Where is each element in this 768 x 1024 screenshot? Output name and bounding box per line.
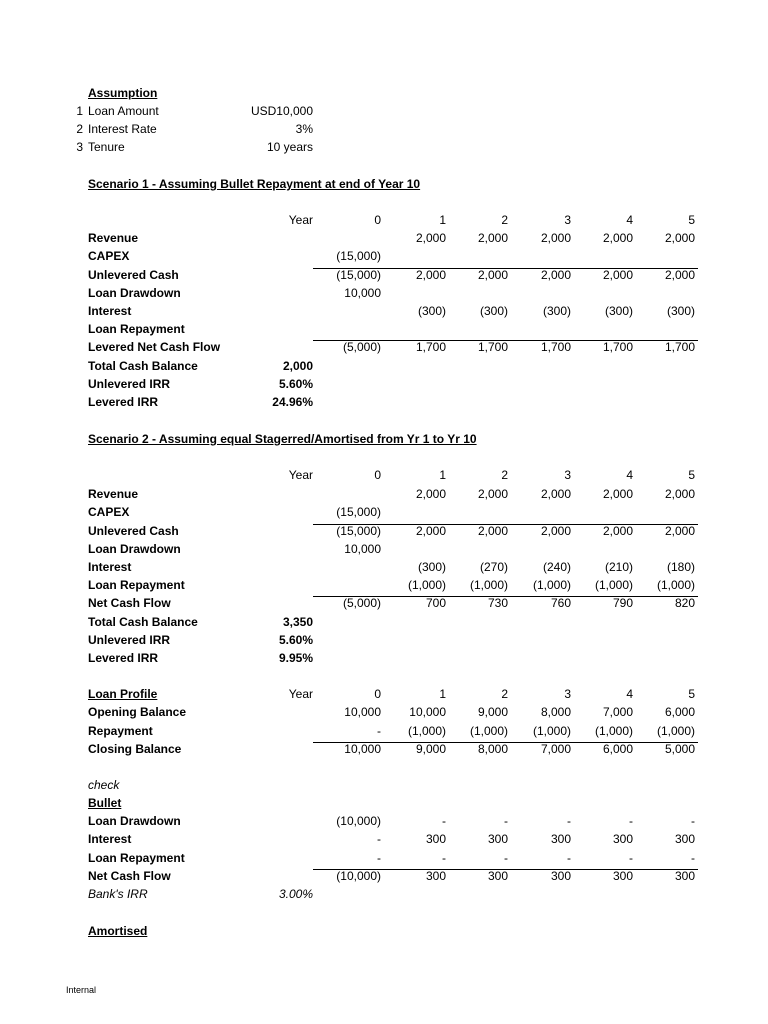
row-value: (1,000)	[594, 723, 633, 738]
summary-label: Total Cash Balance	[88, 358, 198, 373]
row-value: (10,000)	[336, 814, 381, 828]
scenario1-title: Scenario 1 - Assuming Bullet Repayment at end of Year 10	[88, 177, 421, 191]
row-value: (1,000)	[532, 578, 571, 593]
year-5-header: 5	[688, 213, 695, 227]
row-label: Interest	[88, 560, 132, 574]
row-value: 700	[425, 596, 446, 611]
item-label: Loan Amount	[88, 104, 159, 118]
summary-value: 5.60%	[278, 376, 313, 391]
row-value: -	[691, 814, 695, 828]
year-4-header: 4	[626, 468, 633, 482]
year-3-header: 3	[564, 468, 571, 482]
row-value: (300)	[666, 304, 695, 318]
row-value: 300	[612, 868, 633, 883]
table-row	[0, 229, 768, 247]
summary-value: 24.96%	[272, 395, 313, 409]
row-value: 760	[550, 596, 571, 611]
row-value: 730	[487, 596, 508, 611]
row-value: (1,000)	[594, 578, 633, 593]
item-number: 1	[76, 104, 83, 118]
row-label: Interest	[88, 304, 132, 318]
row-value: 2,000	[477, 231, 508, 246]
row-value: 2,000	[540, 523, 571, 538]
summary-value: 2,000	[282, 358, 313, 373]
bank-irr-row	[0, 885, 768, 903]
year-header-row	[0, 211, 768, 229]
row-value: (300)	[479, 304, 508, 318]
assumption-row	[0, 102, 768, 120]
row-value: 2,000	[415, 267, 446, 282]
row-value: 6,000	[602, 741, 633, 756]
row-value: -	[567, 850, 571, 865]
year-label: Year	[288, 687, 313, 701]
row-value: -	[442, 814, 446, 828]
row-value: (1,000)	[407, 578, 446, 593]
row-value: 10,000	[344, 705, 381, 720]
row-value: 1,700	[602, 340, 633, 355]
table-row	[0, 703, 768, 721]
footer-label: Internal	[66, 985, 97, 995]
year-0-header: 0	[374, 687, 381, 701]
total-rule	[313, 596, 698, 597]
year-0-header: 0	[374, 213, 381, 227]
table-row	[0, 284, 768, 302]
row-label: Repayment	[88, 723, 153, 738]
row-value: -	[504, 814, 508, 828]
row-value: 300	[550, 832, 571, 847]
total-rule	[313, 340, 698, 341]
row-value: 9,000	[477, 705, 508, 720]
row-value: (1,000)	[656, 578, 695, 593]
total-rule	[313, 869, 698, 870]
year-header-row	[0, 466, 768, 484]
amortised-title: Amortised	[88, 924, 148, 938]
row-value: 300	[550, 868, 571, 883]
year-1-header: 1	[439, 468, 446, 482]
row-value: (15,000)	[336, 505, 381, 520]
year-2-header: 2	[501, 213, 508, 227]
summary-value: 9.95%	[278, 651, 313, 665]
row-value: 2,000	[602, 231, 633, 246]
row-value: -	[377, 832, 381, 847]
row-label: Net Cash Flow	[88, 596, 171, 611]
row-value: (180)	[666, 560, 695, 574]
summary-label: Unlevered IRR	[88, 376, 171, 391]
row-value: (300)	[417, 560, 446, 574]
check-label: check	[88, 778, 120, 792]
assumption-header	[0, 84, 768, 102]
row-label: Loan Repayment	[88, 850, 185, 865]
table-row	[0, 558, 768, 576]
row-value: 1,700	[415, 340, 446, 355]
bullet-title: Bullet	[88, 796, 122, 810]
row-value: (15,000)	[336, 267, 381, 282]
row-value: -	[377, 850, 381, 865]
row-label: Loan Repayment	[88, 322, 185, 337]
year-3-header: 3	[564, 687, 571, 701]
row-value: 2,000	[664, 523, 695, 538]
row-label: CAPEX	[88, 505, 130, 520]
summary-value: 5.60%	[278, 632, 313, 647]
item-label: Tenure	[88, 140, 125, 154]
summary-row	[0, 393, 768, 411]
row-value: -	[567, 814, 571, 828]
item-value: USD10,000	[250, 104, 313, 118]
row-value: 2,000	[415, 231, 446, 246]
year-1-header: 1	[439, 213, 446, 227]
row-value: (240)	[542, 560, 571, 574]
row-label: Unlevered Cash	[88, 523, 179, 538]
table-title: Loan Profile	[88, 687, 158, 701]
row-label: Revenue	[88, 487, 139, 502]
row-value: (300)	[417, 304, 446, 318]
row-value: 300	[674, 868, 695, 883]
row-value: -	[377, 723, 381, 738]
year-label: Year	[288, 468, 313, 482]
year-3-header: 3	[564, 213, 571, 227]
year-1-header: 1	[439, 687, 446, 701]
total-rule	[313, 524, 698, 525]
table-row	[0, 722, 768, 740]
row-value: 2,000	[477, 487, 508, 502]
row-value: 7,000	[602, 705, 633, 720]
bullet-header	[0, 794, 768, 812]
row-value: 300	[674, 832, 695, 847]
row-value: 1,700	[477, 340, 508, 355]
year-5-header: 5	[688, 687, 695, 701]
summary-row	[0, 375, 768, 393]
scenario2-title: Scenario 2 - Assuming equal Stagerred/Amortised from Yr 1 to Yr 10	[88, 432, 477, 446]
year-header-row	[0, 685, 768, 703]
row-value: -	[504, 850, 508, 865]
row-value: 2,000	[415, 487, 446, 502]
row-value: (15,000)	[336, 523, 381, 538]
summary-label: Levered IRR	[88, 395, 159, 409]
table-row	[0, 540, 768, 558]
table-row	[0, 302, 768, 320]
table-row	[0, 503, 768, 521]
bank-irr-label: Bank's IRR	[88, 887, 148, 901]
row-label: Unlevered Cash	[88, 267, 179, 282]
row-value: 2,000	[602, 487, 633, 502]
row-value: (10,000)	[336, 868, 381, 883]
row-label: Loan Drawdown	[88, 814, 181, 828]
row-value: 2,000	[477, 523, 508, 538]
row-value: 790	[612, 596, 633, 611]
row-value: 9,000	[415, 741, 446, 756]
row-value: 10,000	[344, 285, 381, 300]
row-label: Interest	[88, 832, 132, 847]
item-value: 10 years	[266, 140, 313, 154]
summary-label: Unlevered IRR	[88, 632, 171, 647]
item-number: 2	[76, 122, 83, 136]
row-value: 2,000	[540, 267, 571, 282]
row-value: 2,000	[602, 267, 633, 282]
summary-label: Levered IRR	[88, 651, 159, 665]
item-value: 3%	[295, 122, 313, 136]
table-row	[0, 830, 768, 848]
row-value: 1,700	[540, 340, 571, 355]
total-rule	[313, 742, 698, 743]
table-row	[0, 812, 768, 830]
row-label: Levered Net Cash Flow	[88, 340, 221, 355]
year-label: Year	[288, 213, 313, 227]
row-value: -	[442, 850, 446, 865]
table-row	[0, 576, 768, 594]
summary-row	[0, 613, 768, 631]
row-value: 2,000	[664, 231, 695, 246]
summary-value: 3,350	[282, 614, 313, 629]
summary-row	[0, 357, 768, 375]
row-value: (5,000)	[342, 596, 381, 611]
year-5-header: 5	[688, 468, 695, 482]
item-number: 3	[76, 140, 83, 154]
row-value: (210)	[604, 560, 633, 574]
row-value: 6,000	[664, 705, 695, 720]
row-value: (1,000)	[656, 723, 695, 738]
row-value: 2,000	[540, 487, 571, 502]
row-value: (1,000)	[469, 578, 508, 593]
scenario1-header	[0, 175, 768, 193]
row-value: 5,000	[664, 741, 695, 756]
row-value: (1,000)	[469, 723, 508, 738]
assumption-row	[0, 120, 768, 138]
check-header	[0, 776, 768, 794]
row-value: (270)	[479, 560, 508, 574]
row-value: 300	[487, 832, 508, 847]
row-value: 2,000	[664, 267, 695, 282]
year-0-header: 0	[374, 468, 381, 482]
row-value: 300	[425, 868, 446, 883]
total-rule	[313, 268, 698, 269]
year-2-header: 2	[501, 468, 508, 482]
row-value: 820	[674, 596, 695, 611]
row-value: -	[629, 814, 633, 828]
assumption-title: Assumption	[88, 86, 158, 100]
row-value: -	[629, 850, 633, 865]
row-label: Opening Balance	[88, 705, 187, 720]
amortised-header	[0, 922, 768, 940]
item-label: Interest Rate	[88, 122, 157, 136]
row-value: 1,700	[664, 340, 695, 355]
scenario2-header	[0, 430, 768, 448]
row-value: (1,000)	[407, 723, 446, 738]
row-value: 300	[612, 832, 633, 847]
row-label: Loan Repayment	[88, 578, 185, 593]
year-4-header: 4	[626, 687, 633, 701]
row-value: (15,000)	[336, 249, 381, 264]
row-label: Loan Drawdown	[88, 285, 181, 300]
row-value: 7,000	[540, 741, 571, 756]
row-value: 300	[487, 868, 508, 883]
year-2-header: 2	[501, 687, 508, 701]
year-4-header: 4	[626, 213, 633, 227]
row-value: 300	[425, 832, 446, 847]
row-value: 2,000	[540, 231, 571, 246]
row-value: 2,000	[477, 267, 508, 282]
summary-row	[0, 631, 768, 649]
row-value: 2,000	[602, 523, 633, 538]
row-label: Closing Balance	[88, 741, 182, 756]
summary-row	[0, 649, 768, 667]
row-value: 10,000	[344, 741, 381, 756]
row-value: (1,000)	[532, 723, 571, 738]
row-label: Revenue	[88, 231, 139, 246]
row-value: (300)	[604, 304, 633, 318]
row-value: (5,000)	[342, 340, 381, 355]
row-value: 2,000	[415, 523, 446, 538]
assumption-row	[0, 138, 768, 156]
row-value: 2,000	[664, 487, 695, 502]
summary-label: Total Cash Balance	[88, 614, 198, 629]
table-row	[0, 247, 768, 265]
row-value: 10,000	[344, 541, 381, 556]
bank-irr-value: 3.00%	[278, 887, 313, 901]
table-row	[0, 485, 768, 503]
row-label: CAPEX	[88, 249, 130, 264]
row-value: (300)	[542, 304, 571, 318]
row-value: -	[691, 850, 695, 865]
row-label: Net Cash Flow	[88, 868, 171, 883]
row-value: 10,000	[409, 705, 446, 720]
row-value: 8,000	[540, 705, 571, 720]
table-row	[0, 849, 768, 867]
table-row	[0, 320, 768, 338]
row-value: 8,000	[477, 741, 508, 756]
row-label: Loan Drawdown	[88, 541, 181, 556]
